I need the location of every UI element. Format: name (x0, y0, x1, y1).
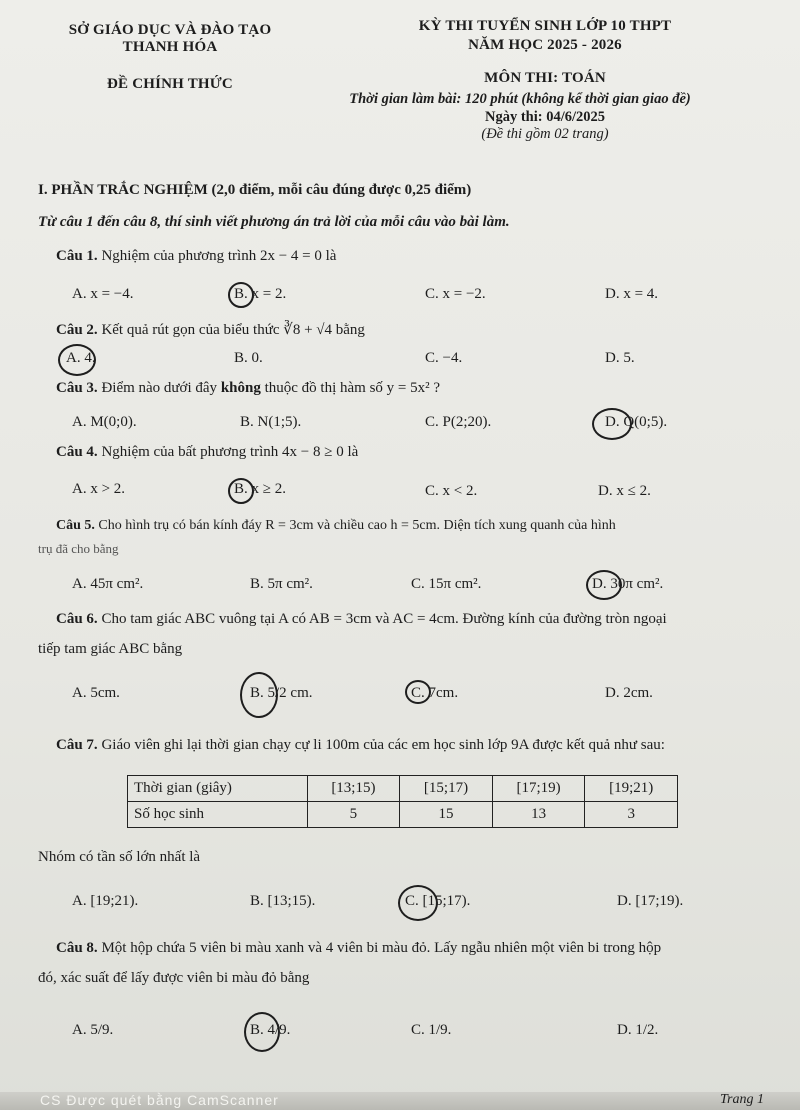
question-6 (56, 611, 667, 628)
section-title: I. PHẦN TRẮC NGHIỆM (2,0 điểm, mỗi câu đúng được 0,25 điểm) (38, 182, 472, 198)
scanner-watermark: CS Được quét bằng CamScanner (40, 1092, 279, 1108)
q2-answer-circle (58, 344, 96, 376)
header-left-line1: SỞ GIÁO DỤC VÀ ĐÀO TẠO (68, 22, 272, 38)
table-cell: 15 (400, 802, 493, 828)
q3-option-a: A. M(0;0). (72, 414, 137, 430)
q8-option-d: D. 1/2. (617, 1022, 659, 1038)
q6-option-b: B. 5/2 cm. (250, 685, 313, 701)
header-pages: (Đề thi gồm 02 trang) (481, 126, 609, 142)
question-4-label: Câu 4. (56, 444, 98, 460)
question-3-label: Câu 3. (56, 380, 98, 396)
q2-option-d: D. 5. (605, 350, 635, 366)
table-header-cell: Thời gian (giây) (128, 776, 308, 802)
table-cell: [17;19) (492, 776, 585, 802)
header-left-line2: THANH HÓA (122, 39, 218, 55)
header-right-line1: KỲ THI TUYỂN SINH LỚP 10 THPT (418, 18, 672, 34)
question-5 (56, 518, 616, 534)
q5-option-d: D. 30π cm². (592, 576, 664, 592)
q6-option-c: C. 7cm. (411, 685, 459, 701)
header-date: Ngày thi: 04/6/2025 (484, 109, 606, 125)
q1-option-a: A. x = −4. (72, 286, 134, 302)
question-2 (56, 320, 365, 339)
q8-option-c: C. 1/9. (411, 1022, 452, 1038)
question-7-label: Câu 7. (56, 737, 98, 753)
question-8 (56, 940, 661, 957)
question-3 (56, 380, 440, 397)
q7-option-b: B. [13;15). (250, 893, 316, 909)
q6-option-d: D. 2cm. (605, 685, 653, 701)
q1-option-b: B. x = 2. (234, 286, 287, 302)
question-5-text2: trụ đã cho bằng (38, 541, 119, 556)
question-5-label: Câu 5. (56, 518, 95, 533)
question-6-text: Cho tam giác ABC vuông tại A có AB = 3cm và AC = 4cm. Đường kính của đường tròn ngoại (101, 611, 667, 627)
question-7-text: Giáo viên ghi lại thời gian chạy cự li 100m của các em học sinh lớp 9A được kết quả như sau: (101, 737, 665, 753)
q3-option-d: D. Q(0;5). (605, 414, 668, 430)
table-header-cell: Số học sinh (128, 802, 308, 828)
q5-option-b: B. 5π cm². (250, 576, 313, 592)
table-row (128, 776, 678, 802)
table-row (128, 802, 678, 828)
question-6-label: Câu 6. (56, 611, 98, 627)
question-2-text: Kết quả rút gọn của biểu thức ∛8 + √4 bằng (101, 322, 365, 338)
q3-option-b: B. N(1;5). (240, 414, 302, 430)
header-right-line2: NĂM HỌC 2025 - 2026 (468, 37, 622, 53)
q2-option-a: A. 4. (66, 350, 96, 366)
q6-mark-circle (405, 680, 431, 704)
question-3-text-bold: không (220, 380, 261, 396)
q6-answer-circle (240, 672, 278, 718)
question-7 (56, 737, 665, 754)
question-7-text2: Nhóm có tần số lớn nhất là (38, 849, 201, 865)
q2-option-c: C. −4. (425, 350, 463, 366)
question-3-text-post: thuộc đồ thị hàm số y = 5x² ? (260, 380, 441, 396)
question-2-label: Câu 2. (56, 322, 98, 338)
q1-answer-circle (228, 282, 254, 308)
table-cell: [15;17) (400, 776, 493, 802)
table-cell: 13 (492, 802, 585, 828)
question-1-label: Câu 1. (56, 248, 98, 264)
question-5-text: Cho hình trụ có bán kính đáy R = 3cm và chiều cao h = 5cm. Diện tích xung quanh của hình (98, 518, 616, 533)
q5-option-a: A. 45π cm². (72, 576, 144, 592)
header-subject: MÔN THI: TOÁN (484, 70, 606, 86)
q7-option-a: A. [19;21). (72, 893, 139, 909)
question-1 (56, 248, 336, 265)
q7-option-c: C. [15;17). (405, 893, 471, 909)
q5-answer-circle (586, 570, 622, 600)
question-6-text2: tiếp tam giác ABC bằng (38, 641, 183, 657)
table-cell: [19;21) (585, 776, 678, 802)
question-4 (56, 444, 358, 461)
q6-option-a: A. 5cm. (72, 685, 120, 701)
q3-option-c: C. P(2;20). (425, 414, 492, 430)
header-duration: Thời gian làm bài: 120 phút (không kể thời gian giao đề) (349, 91, 691, 107)
q4-answer-circle (228, 478, 254, 504)
table-cell: 3 (585, 802, 678, 828)
q3-answer-circle (592, 408, 632, 440)
header-official: ĐỀ CHÍNH THỨC (107, 76, 233, 92)
table-cell: 5 (307, 802, 400, 828)
q7-option-d: D. [17;19). (617, 893, 684, 909)
frequency-table (127, 775, 678, 828)
page-number: Trang 1 (720, 1092, 764, 1107)
question-8-text2: đó, xác suất để lấy được viên bi màu đỏ bằng (38, 970, 310, 986)
q1-option-c: C. x = −2. (425, 286, 486, 302)
q4-option-a: A. x > 2. (72, 481, 126, 497)
q8-answer-circle (244, 1012, 280, 1052)
q7-answer-circle (398, 885, 438, 921)
question-8-label: Câu 8. (56, 940, 98, 956)
question-8-text: Một hộp chứa 5 viên bi màu xanh và 4 viên bi màu đỏ. Lấy ngẫu nhiên một viên bi trong hộp (101, 940, 662, 956)
question-4-text: Nghiệm của bất phương trình 4x − 8 ≥ 0 là (101, 444, 359, 460)
q4-option-b: B. x ≥ 2. (234, 481, 286, 497)
q8-option-b: B. 4/9. (250, 1022, 291, 1038)
table-cell: [13;15) (307, 776, 400, 802)
q2-option-b: B. 0. (234, 350, 263, 366)
question-3-text-pre: Điểm nào dưới đây (101, 380, 221, 396)
section-instruction: Từ câu 1 đến câu 8, thí sinh viết phương án trả lời của mỗi câu vào bài làm. (38, 214, 510, 230)
q4-option-d: D. x ≤ 2. (598, 483, 651, 499)
q4-option-c: C. x < 2. (425, 483, 478, 499)
q5-option-c: C. 15π cm². (411, 576, 482, 592)
q1-option-d: D. x = 4. (605, 286, 659, 302)
q8-option-a: A. 5/9. (72, 1022, 114, 1038)
question-1-text: Nghiệm của phương trình 2x − 4 = 0 là (101, 248, 337, 264)
